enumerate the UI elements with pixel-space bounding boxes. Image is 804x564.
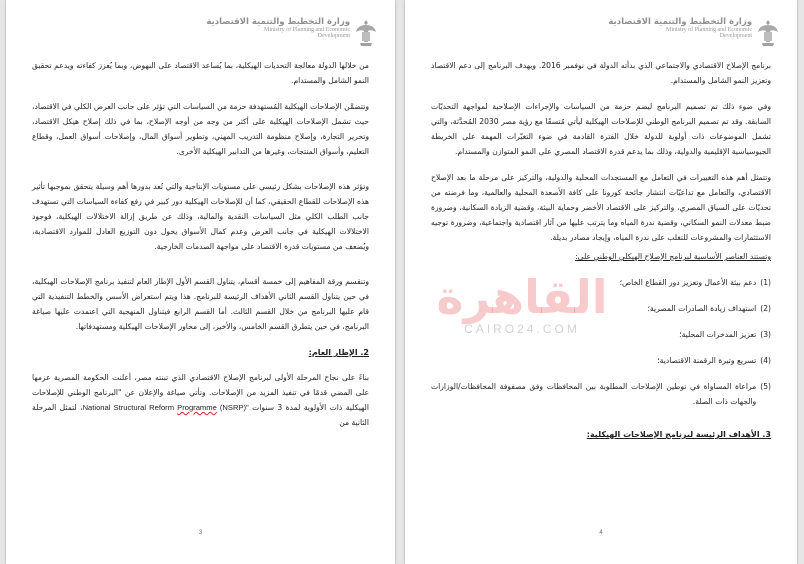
section-heading-general-framework: 2. الإطار العام: <box>308 348 369 357</box>
list-item <box>431 327 771 342</box>
logo-english-line2: Development <box>317 33 350 40</box>
list-number: (2) <box>760 304 771 313</box>
list-text: تسريع وتيرة الرقمنة الاقتصادية؛ <box>657 356 757 365</box>
ministry-logo <box>206 18 377 48</box>
logo-english-line1: Ministry of Planning and Economic <box>264 26 350 33</box>
list-text: تعزيز المدخرات المحلية؛ <box>679 330 757 339</box>
paragraph <box>32 370 369 430</box>
page-number: 4 <box>599 530 603 536</box>
page-number: 3 <box>198 530 203 536</box>
list-number: (4) <box>760 356 771 365</box>
document-page-4 <box>405 0 797 564</box>
paragraph: من خلالها الدولة معالجة التحديات الهيكلية، بما يُساعد الاقتصاد على النهوض، وبما يُعزز كفاءته ويدعم تحقيق النمو الشامل والمستدام. <box>32 61 369 85</box>
watermark-latin-text: CAIRO24.COM <box>464 322 580 336</box>
eagle-emblem-icon <box>757 18 779 48</box>
list-item <box>431 379 771 409</box>
logo-arabic-text: وزارة التخطيط والتنمية الاقتصادية <box>206 17 350 27</box>
paragraph: وتؤثر هذه الإصلاحات بشكل رئيسي على مستويات الإنتاجية والتي تُعد بدورها أهم وسيلة يتحقق بموجبها تأثير هذه الإصلاحات للقطاع الحقيقي، كما أن للإصلاحات الهيكلية دور كبير في رفع كفاءة السياسات التي تستهدف جانب الطلب الكلي مثل السياسات النقدية والمالية، وذلك عن طريق إزالة الاختلالات الهيكلية، فوجود الاختلالات الهيكلية في جانب العرض وعدم كمال الأسواق يحول دون التوزيع العادل للموارد الاقتصادية، ويُضعف من مستويات قدرة الاقتصاد على مواجهة الصدمات الخارجية. <box>32 182 369 251</box>
list-intro: وتستند العناصر الأساسية لبرنامج الإصلاح الهيكلي الوطني على: <box>575 252 771 261</box>
paragraph-tail: ، لتمثل المرحلة الثانية من <box>32 403 369 427</box>
list-item <box>431 301 771 316</box>
page-3-body <box>32 58 369 441</box>
paragraph: وتنقسم ورقة المفاهيم إلى خمسة أقسام، يتناول القسم الأول الإطار العام لتنفيذ برنامج الإصلاحات الهيكلية، في حين يتناول القسم الثاني الأهداف الرئيسة للبرنامج. هذا ويتم استعراض الأسس والخطط التنفيذية التي قام عليها البرنامج من خلال القسم الثالث. أما القسم الرابع فيتناول المنهجية التي اعتمدت عليها صياغة البرنامج، في حين يتطرق القسم الخامس، والأخير، إلى محاور الإصلاحات الهيكلية ومستهدفاتها. <box>32 277 369 331</box>
eagle-emblem-icon <box>355 18 377 48</box>
spellcheck-flagged-word: Programme <box>177 403 217 412</box>
logo-arabic-text: وزارة التخطيط والتنمية الاقتصادية <box>608 17 752 27</box>
paragraph-text: بناءً على نجاح المرحلة الأولى لبرنامج الإصلاح الاقتصادي الذي تبنته مصر، أعلنت الحكومة المصرية عزمها على المضي قدمًا في تنفيذ المزيد من الإصلاحات. وتأتي صياغة والإعلان عن "البرنامج الوطني للإصلاحات الهيكلية ذات الأولوية لمدة 3 سنوات <box>32 373 369 412</box>
logo-english-line2: Development <box>719 33 752 40</box>
ministry-logo <box>608 18 779 48</box>
paragraph: وتتمثل أهم هذه التغييرات في التعامل مع المستجدات المحلية والدولية، والتركيز على مرحلة ما بعد الإصلاح الاقتصادي، والتعامل مع تداعيّات انتشار جائحة كورونا على كافة الأصعدة المحلية والعالمية، وما فرضته من تحديّات على السياق المصري، والتركيز على الاقتصاد الأخضر وحماية البيئة، وقضية الزيادة السكانية، وضرورة ضبط معدلات النمو السكاني، وقضية ندرة المياه وما يترتب عليها من آثار اقتصادية واجتماعية، وضرورة توجيه الاستثمارات والمشروعات للتغلب على ندرة المياه، وإيجاد مصادر بديلة. <box>431 173 771 242</box>
list-number: (3) <box>760 330 771 339</box>
logo-english-line1: Ministry of Planning and Economic <box>666 26 752 33</box>
list-text: دعم بيئة الأعمال وتعزيز دور القطاع الخاص؛ <box>619 278 757 287</box>
list-item <box>431 353 771 368</box>
section-heading-main-objectives: 3. الأهداف الرئيسة لبرنامج الإصلاحات الهيكلية: <box>586 430 771 439</box>
list-item <box>431 275 771 290</box>
paragraph: برنامج الإصلاح الاقتصادي والاجتماعي الذي بدأته الدولة في نوفمبر 2016. ويهدف البرنامج إلى دعم الاقتصاد وتعزيز النمو الشامل والمستدام. <box>431 61 771 85</box>
paragraph: وتتضمَّن الإصلاحات الهيكلية المُستهدفة حزمة من السياسات التي تؤثر على جانب العرض الكلي في الاقتصاد، حيث تشمل الإصلاحات الهيكلية على أكثر من وجه من أوجه الإصلاح، بما في ذلك إصلاح هيكل الاقتصاد، وتحرير التجارة، وإصلاح منظومة التدريب المهني، وتطوير أسواق المال، وإصلاحات أسواق العمل، وقطاع التعليم، وأسواق المنتجات، وغيرها من التدابير الهيكلية الأخرى. <box>32 102 369 156</box>
paragraph: وفي ضوء ذلك تم تصميم البرنامج ليضم حزمة من السياسات والإجراءات الإصلاحية لمواجهة التحديّات السابقة. وقد تم تصميم البرنامج الوطني للإصلاحات الهيكلية ليأتي مُتسقًا مع رؤية مصر 2030 المُحدَّثة، والتي تشمل الموضوعات ذات أولوية للدولة خلال الفترة القادمة في ضوء التغيّرات المهمة على الخريطة الجيوسياسية الإقليمية والدولية، وذلك بما يدعم قدرة الاقتصاد المصري على النمو المتوازن والمستدام. <box>431 102 771 156</box>
list-number: (1) <box>760 278 771 287</box>
list-text: استهداف زيادة الصادرات المصرية؛ <box>647 304 757 313</box>
list-number: (5) <box>760 382 771 391</box>
english-program-name: National Structural Reform Programme (NSRP)" <box>82 403 249 412</box>
page-4-body <box>431 58 771 452</box>
document-page-3 <box>6 0 395 564</box>
watermark-arabic-text: القاهرة <box>436 270 608 324</box>
list-text: مراعاة المساواة في توطين الإصلاحات المطلوبة بين المحافظات وفق مصفوفة المحافظات/الوزارات والجهات ذات الصلة. <box>431 382 757 406</box>
